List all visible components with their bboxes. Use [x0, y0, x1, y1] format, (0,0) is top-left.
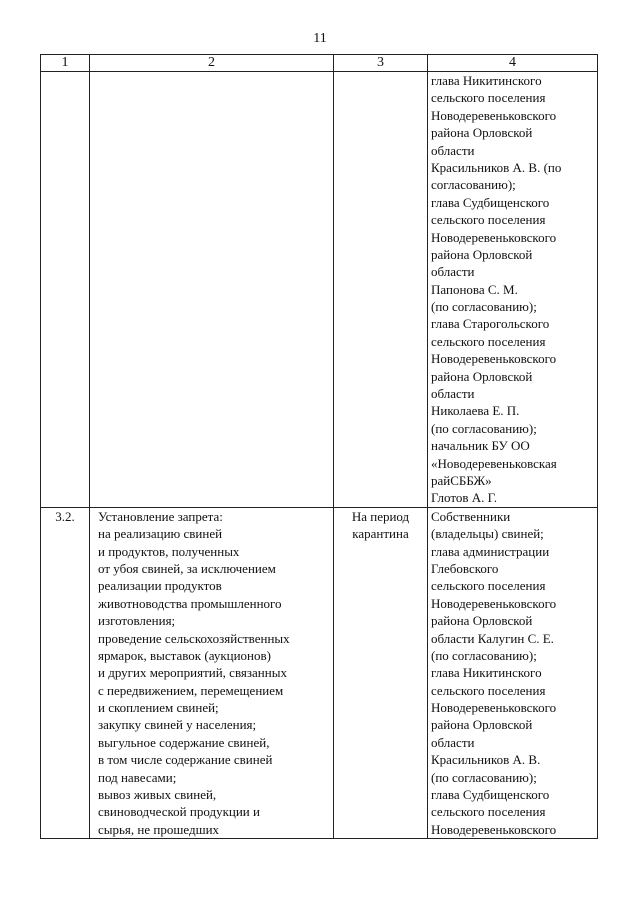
continuation-cell-measure: [90, 72, 334, 508]
text-line: Глотов А. Г.: [431, 490, 497, 506]
text-line: Папонова С. М.: [431, 281, 518, 297]
continuation-cell-period: [334, 72, 428, 508]
text-line: сельского поселения: [431, 333, 546, 349]
period-cell: [334, 507, 428, 838]
text-line: области: [431, 142, 475, 158]
table-row-continuation: [41, 72, 598, 508]
text-line: сельского поселения: [431, 90, 546, 106]
column-header-3: 3: [334, 55, 428, 72]
text-line: (по согласованию);: [431, 420, 537, 436]
text-line: глава Судбищенского: [431, 194, 550, 210]
text-line: (по согласованию);: [431, 647, 537, 663]
page-number: 11: [313, 31, 327, 46]
text-line: проведение сельскохозяйственных: [98, 630, 290, 646]
measure-cell: [90, 507, 334, 838]
responsible-text: [428, 72, 597, 507]
text-line: Новодеревеньковского: [431, 229, 557, 245]
row-number-text: 3.2.: [55, 508, 75, 524]
text-line: реализации продуктов: [98, 578, 222, 594]
text-line: области Калугин С. Е.: [431, 630, 554, 646]
measure-text: [90, 508, 333, 838]
column-header-2: 2: [90, 55, 334, 72]
text-line: глава Старогольского: [431, 316, 550, 332]
period-text: [334, 508, 427, 543]
text-line: района Орловской: [431, 246, 533, 262]
text-line: сельского поселения: [431, 682, 546, 698]
text-line: «Новодеревеньковская: [431, 455, 557, 471]
column-header-4: 4: [428, 55, 598, 72]
text-line: глава администрации: [431, 543, 550, 559]
text-line: района Орловской: [431, 613, 533, 629]
text-line: начальник БУ ОО: [431, 438, 530, 454]
text-line: в том числе содержание свиней: [98, 752, 273, 768]
text-line: райСББЖ»: [431, 472, 492, 488]
text-line: района Орловской: [431, 368, 533, 384]
text-line: изготовления;: [98, 613, 176, 629]
text-line: (по согласованию);: [431, 299, 537, 315]
text-line: свиноводческой продукции и: [98, 804, 260, 820]
text-line: района Орловской: [431, 125, 533, 141]
text-line: Новодеревеньковского: [431, 821, 557, 837]
text-line: выгульное содержание свиней,: [98, 734, 270, 750]
text-line: Глебовского: [431, 560, 499, 576]
continuation-cell-number: [41, 72, 90, 508]
text-line: закупку свиней у населения;: [98, 717, 257, 733]
text-line: под навесами;: [98, 769, 177, 785]
text-line: Красильников А. В.: [431, 752, 541, 768]
text-line: Новодеревеньковского: [431, 107, 557, 123]
text-line: глава Никитинского: [431, 665, 542, 681]
text-line: Новодеревеньковского: [431, 351, 557, 367]
text-line: Красильников А. В. (по: [431, 159, 562, 175]
text-line: Установление запрета:: [98, 508, 223, 524]
text-line: (владельцы) свиней;: [431, 526, 544, 542]
measures-table: [40, 54, 598, 839]
text-line: Новодеревеньковского: [431, 700, 557, 716]
text-line: животноводства промышленного: [98, 595, 282, 611]
row-number: [41, 507, 90, 838]
text-line: области: [431, 264, 475, 280]
text-line: области: [431, 386, 475, 402]
text-line: и продуктов, полученных: [98, 543, 240, 559]
text-line: сырья, не прошедших: [98, 821, 220, 837]
text-line: сельского поселения: [431, 578, 546, 594]
text-line: от убоя свиней, за исключением: [98, 560, 276, 576]
text-line: вывоз живых свиней,: [98, 787, 217, 803]
text-line: (по согласованию);: [431, 769, 537, 785]
text-line: Собственники: [431, 508, 511, 524]
text-line: ярмарок, выставок (аукционов): [98, 647, 271, 663]
text-line: с передвижением, перемещением: [98, 682, 284, 698]
table-row-3-2: [41, 507, 598, 838]
text-line: согласованию);: [431, 177, 516, 193]
table-header-row: [41, 55, 598, 72]
responsible-text: [428, 508, 597, 838]
text-line: Николаева Е. П.: [431, 403, 520, 419]
responsible-cell: [428, 507, 598, 838]
text-line: района Орловской: [431, 717, 533, 733]
column-header-1: 1: [41, 55, 90, 72]
text-line: на реализацию свиней: [98, 526, 223, 542]
text-line: Новодеревеньковского: [431, 595, 557, 611]
text-line: На период: [351, 508, 410, 524]
text-line: и скоплением свиней;: [98, 700, 219, 716]
continuation-cell-responsible: [428, 72, 598, 508]
text-line: области: [431, 734, 475, 750]
text-line: глава Судбищенского: [431, 787, 550, 803]
text-line: и других мероприятий, связанных: [98, 665, 287, 681]
text-line: карантина: [352, 526, 409, 542]
text-line: сельского поселения: [431, 804, 546, 820]
text-line: сельского поселения: [431, 212, 546, 228]
text-line: глава Никитинского: [431, 73, 542, 88]
